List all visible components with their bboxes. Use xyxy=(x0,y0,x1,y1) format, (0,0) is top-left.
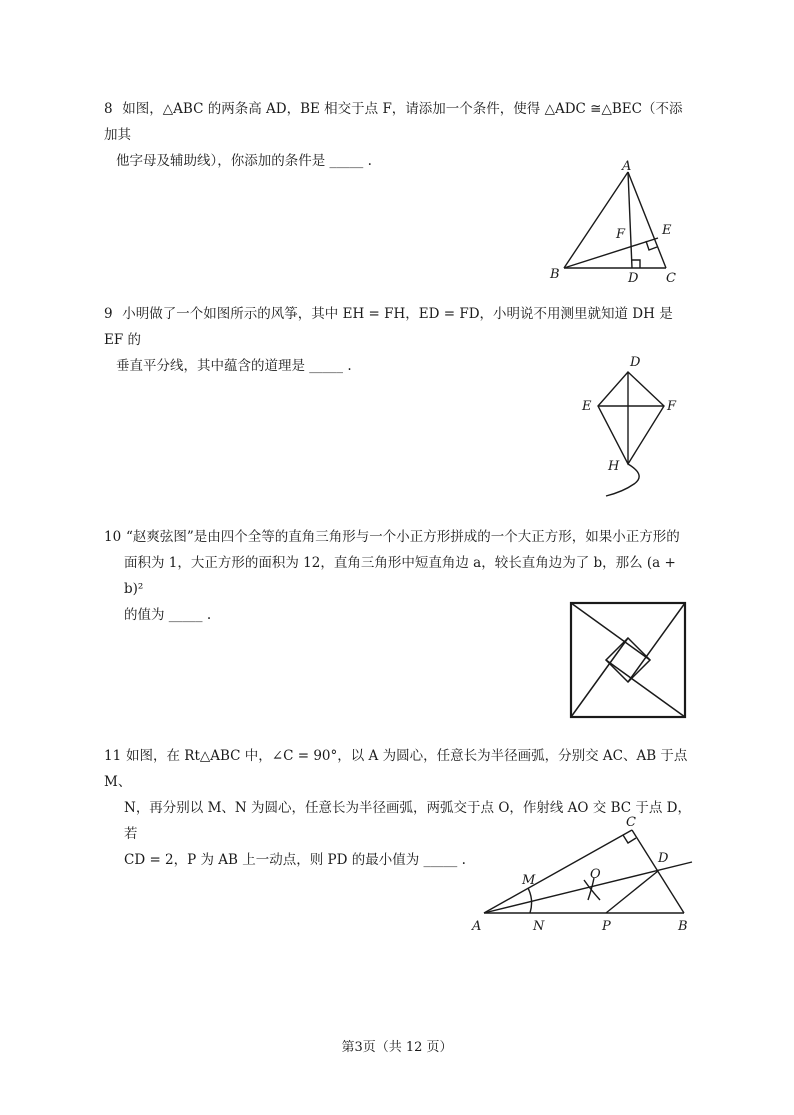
outer-square xyxy=(571,603,685,717)
page-footer: 第3页（共 12 页） xyxy=(341,1040,453,1055)
right-angle-mark-d xyxy=(632,260,640,268)
side-ac xyxy=(628,172,666,268)
question-text: 面积为 1，大正方形的面积为 12，直角三角形中短直角边 a，较长直角边为了 b，那么 (a + b)² xyxy=(124,555,676,597)
side-ac xyxy=(484,830,632,913)
question-text: 如图，△ABC 的两条高 AD，BE 相交于点 F，请添加一个条件，使得 △ADC ≅△BEC（不添加其 xyxy=(104,101,683,143)
label-p: P xyxy=(602,919,611,934)
label-o: O xyxy=(590,867,601,882)
label-m: M xyxy=(522,873,536,888)
label-a: A xyxy=(472,919,482,934)
question-text: 垂直平分线，其中蕴含的道理是 _____ . xyxy=(116,358,352,374)
label-e: E xyxy=(582,399,592,414)
label-c: C xyxy=(666,271,676,286)
question-text: 如图，在 Rt△ABC 中，∠C = 90°，以 A 为圆心，任意长为半径画弧，分别交 AC、AB 于点 M、 xyxy=(104,748,688,790)
right-angle-mark-c xyxy=(623,835,636,843)
question-number: 9 xyxy=(104,306,113,322)
label-b: B xyxy=(678,919,688,934)
zhao-shuang-figure-q10 xyxy=(568,600,688,720)
label-a: A xyxy=(622,159,632,174)
label-d: D xyxy=(658,851,669,866)
question-number: 10 xyxy=(104,529,122,545)
question-text: N，再分别以 M、N 为圆心，任意长为半径画弧，两弧交于点 O，作射线 AO 交 BC 于点 D，若 xyxy=(124,800,691,842)
triangle-hypotenuse-4 xyxy=(571,638,628,717)
label-c: C xyxy=(626,815,636,830)
triangle-hypotenuse-1 xyxy=(571,603,650,660)
question-text: 他字母及辅助线），你添加的条件是 _____ . xyxy=(116,153,372,169)
ray-ao xyxy=(484,862,692,913)
label-f: F xyxy=(667,399,677,414)
right-triangle-figure-q11 xyxy=(470,808,700,938)
label-h: H xyxy=(608,459,620,474)
label-d: D xyxy=(628,271,639,286)
triangle-hypotenuse-3 xyxy=(606,660,685,717)
altitude-be xyxy=(564,238,658,268)
question-number: 8 xyxy=(104,101,113,117)
label-e: E xyxy=(662,223,672,238)
label-d: D xyxy=(630,355,641,370)
triangle-figure-q8 xyxy=(540,158,690,288)
question-number: 11 xyxy=(104,748,122,764)
question-text: 的值为 _____ . xyxy=(124,607,212,623)
kite-outline xyxy=(598,372,664,464)
question-text: CD = 2，P 为 AB 上一动点，则 PD 的最小值为 _____ . xyxy=(124,852,466,868)
altitude-ad xyxy=(628,172,632,268)
label-f: F xyxy=(616,227,626,242)
arc-o-1 xyxy=(584,880,600,900)
arc-mn xyxy=(528,888,532,913)
question-text: “赵爽弦图”是由四个全等的直角三角形与一个小正方形拼成的一个大正方形，如果小正方形的 xyxy=(126,529,680,545)
kite-figure-q9 xyxy=(578,352,688,502)
side-ab xyxy=(564,172,628,268)
label-n: N xyxy=(533,919,545,934)
question-text: 小明做了一个如图所示的风筝，其中 EH = FH，ED = FD，小明说不用测里就知道 DH 是 EF 的 xyxy=(104,306,673,348)
label-b: B xyxy=(550,267,560,282)
triangle-hypotenuse-2 xyxy=(628,603,685,682)
